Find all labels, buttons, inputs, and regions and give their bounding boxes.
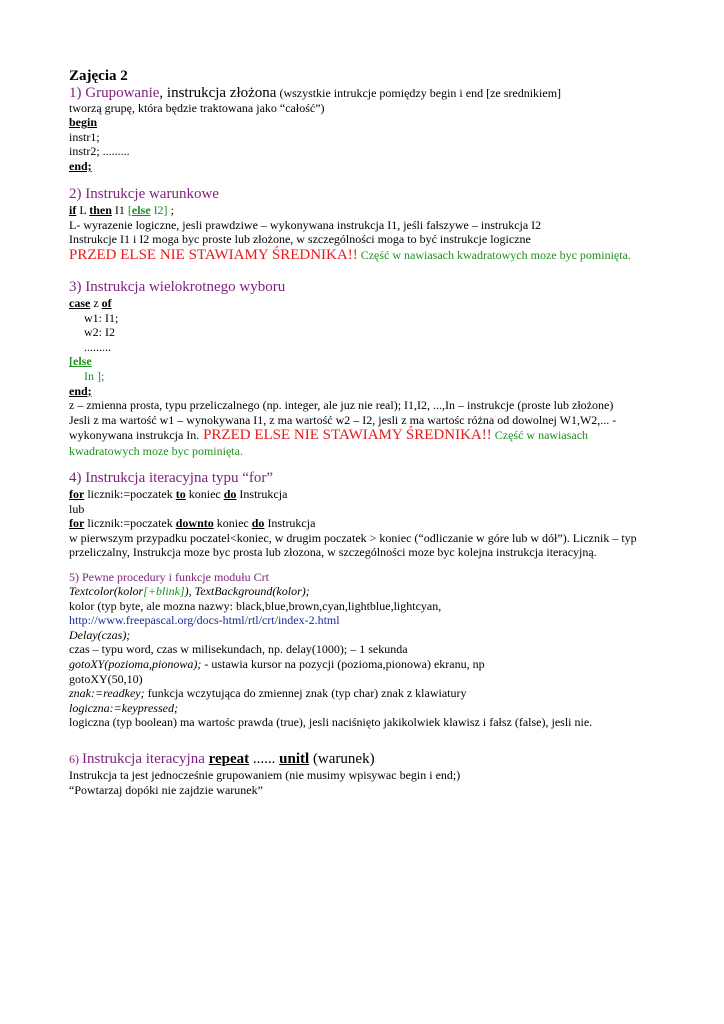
- code-text: koniec: [185, 487, 224, 501]
- section-1-heading: [69, 86, 684, 101]
- paragraph-line: Instrukcja ta jest jednocześnie grupowaniem (nie musimy wpisywac begin i end;): [69, 768, 461, 782]
- paragraph-line: lub: [69, 501, 85, 516]
- green-note: Część w nawiasach: [491, 428, 589, 443]
- heading-text: I: [82, 751, 87, 767]
- keyword-begin: begin: [69, 115, 98, 130]
- section-5: [69, 570, 684, 730]
- code-line: .........: [84, 339, 111, 354]
- section-6-heading: [69, 750, 684, 768]
- keyword-end: end;: [69, 158, 92, 173]
- paragraph-line: logiczna (typ boolean) ma wartośc prawda (true), jesli naciśnięto jakikolwiek klawisz i fałsz (false), jesli nie.: [69, 715, 593, 730]
- textcolor-line: [69, 584, 684, 599]
- paragraph-line: Jesli z ma wartość w1 – wynokywana I1, z ma wartość w2 – I2, jesli z ma wartośc różna od dowolnej W1,W2,... -: [69, 412, 617, 427]
- code-text: ), TextBackground(kolor);: [184, 584, 310, 598]
- keyword-of: of: [101, 296, 112, 310]
- for-to-line: [69, 487, 684, 502]
- code-text: Textcolor(kolor: [69, 584, 144, 598]
- code-text: Instrukcja: [264, 516, 316, 531]
- section-4-heading: 4) Instrukcja iteracyjna typu “for”: [69, 470, 274, 486]
- code-line: instr2; .........: [69, 144, 130, 159]
- freepascal-link[interactable]: http://www.freepascal.org/docs-html/rtl/crt/index-2.html: [69, 613, 340, 628]
- keyword-unitl: unitl: [279, 751, 310, 767]
- case-syntax-line: [69, 296, 684, 311]
- heading-text: nstrukcja iteracyjna: [87, 751, 209, 767]
- keyword-if: if: [69, 203, 77, 217]
- section-4: [69, 470, 684, 560]
- paragraph-line: Instrukcje I1 i I2 moga byc proste lub złożone, w szczególności moga to być instrukcje logiczne: [69, 232, 531, 247]
- warning-text: PRZED ELSE NIE STAWIAMY ŚREDNIKA!!: [69, 246, 358, 263]
- paragraph-line: kolor (typ byte, ale mozna nazwy: black,blue,brown,cyan,lightblue,lightcyan,: [69, 598, 442, 613]
- keyword-do: do: [251, 516, 265, 531]
- warning-line: [69, 247, 684, 264]
- code-line: w2: I2: [84, 325, 115, 340]
- if-syntax-line: [69, 203, 684, 218]
- keyword-downto: downto: [175, 516, 214, 531]
- readkey-line: [69, 686, 684, 701]
- warning-line: [69, 427, 684, 444]
- heading-text: (warunek): [309, 751, 375, 767]
- section-5-heading: 5) Pewne procedury i funkcje modułu Crt: [69, 570, 269, 584]
- code-text: I2]: [150, 203, 168, 217]
- paragraph-text: funkcja wczytująca do zmiennej znak (typ char) znak z klawiatury: [144, 686, 467, 701]
- section-1: [69, 86, 684, 174]
- section-3: [69, 279, 684, 459]
- green-note: Część w nawiasach kwadratowych moze byc pominięta.: [357, 247, 631, 262]
- paragraph-line: L- wyrazenie logiczne, jesli prawdziwe – wykonywana instrukcja I1, jeśli fałszywe – instrukcja I2: [69, 217, 542, 232]
- keyword-repeat: repeat: [208, 751, 250, 767]
- section-1-note-cont: tworzą grupę, która będzie traktowana jako “całość”): [69, 100, 325, 115]
- green-note: kwadratowych moze byc pominięta.: [69, 444, 243, 459]
- keyword-end: end;: [69, 383, 92, 398]
- paragraph-line: czas – typu word, czas w milisekundach, np. delay(1000); – 1 sekunda: [69, 642, 408, 657]
- section-3-heading: 3) Instrukcja wielokrotnego wyboru: [69, 279, 286, 295]
- code-line: instr1;: [69, 129, 100, 144]
- code-text: I1: [111, 203, 128, 217]
- code-text: gotoXY(pozioma,pionowa);: [69, 656, 202, 671]
- section-1-number: 1): [69, 85, 86, 101]
- gotoxy-line: [69, 657, 684, 672]
- code-text: licznik:=poczatek: [84, 487, 176, 501]
- code-text: licznik:=poczatek: [84, 516, 176, 531]
- section-2: [69, 186, 684, 264]
- heading-text: ......: [249, 751, 280, 767]
- paragraph-line: “Powtarzaj dopóki nie zajdzie warunek”: [69, 782, 263, 797]
- code-text: koniec: [213, 516, 252, 531]
- paragraph-text: wykonywana instrukcja In.: [69, 428, 200, 443]
- section-2-heading: 2) Instrukcje warunkowe: [69, 186, 219, 202]
- keyword-for: for: [69, 487, 85, 501]
- code-line: In ];: [84, 368, 105, 383]
- code-line: Delay(czas);: [69, 627, 131, 642]
- code-line: logiczna:=keypressed;: [69, 700, 178, 715]
- section-6: [69, 750, 684, 797]
- paragraph-line: w pierwszym przypadku poczatel<koniec, w drugim poczatek > koniec (“odliczanie w góre lub w dół”). Licznik – typ: [69, 530, 637, 545]
- code-text: L: [76, 203, 90, 217]
- code-text: ;: [167, 203, 174, 217]
- page-title: Zajęcia 2: [69, 68, 128, 84]
- for-downto-line: [69, 516, 684, 531]
- section-1-heading-rest: , instrukcja złożona: [159, 85, 277, 101]
- section-6-number: 6): [69, 752, 82, 766]
- warning-text: PRZED ELSE NIE STAWIAMY ŚREDNIKA!!: [199, 427, 492, 444]
- section-1-note: (wszystkie intrukcje pomiędzy begin i end [ze srednikiem]: [279, 86, 562, 100]
- paragraph-line: z – zmienna prosta, typu przeliczalnego (np. integer, ale juz nie real); I1,I2, ...,In – instrukcje (proste lub złożone): [69, 398, 614, 413]
- keyword-then: then: [89, 203, 112, 217]
- code-text: Instrukcja: [236, 487, 288, 501]
- paragraph-text: - ustawia kursor na pozycji (pozioma,pionowa) ekranu, np: [201, 656, 485, 671]
- code-text: z: [90, 296, 102, 310]
- section-1-heading-grouping: Grupowanie: [85, 85, 160, 101]
- keyword-else: [else: [69, 354, 92, 369]
- code-text: znak:=readkey;: [69, 686, 145, 701]
- bracket: [: [127, 203, 132, 217]
- keyword-do: do: [223, 487, 237, 501]
- paragraph-line: przeliczalny, Instrukcja moze byc prosta lub złozona, w szczególności moze byc kolejna instrukcja iteracyjną.: [69, 545, 597, 560]
- paragraph-line: gotoXY(50,10): [69, 671, 143, 686]
- keyword-to: to: [175, 487, 186, 501]
- code-text: [+blink]: [143, 584, 185, 598]
- keyword-else: else: [131, 203, 151, 217]
- code-line: w1: I1;: [84, 310, 119, 325]
- keyword-for: for: [69, 516, 85, 531]
- keyword-case: case: [69, 296, 91, 310]
